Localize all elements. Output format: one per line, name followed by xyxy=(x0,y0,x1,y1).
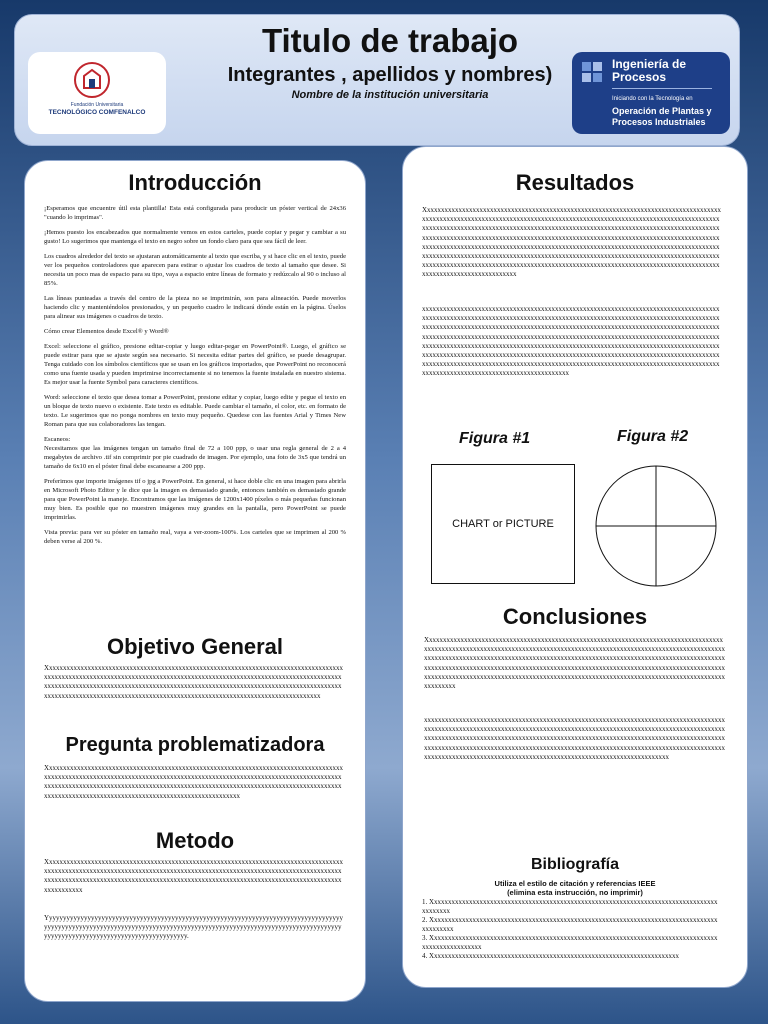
program-logo-right xyxy=(572,52,730,134)
bib-item: 4. Xxxxxxxxxxxxxxxxxxxxxxxxxxxxxxxxxxxxxxxxxxxxxxxxxxxxxxxxxxxxxxxxxxxxxxx xyxy=(422,952,680,960)
program-name-line2: Procesos Industriales xyxy=(612,117,706,127)
comfenalco-emblem-icon xyxy=(72,60,112,100)
figure-1-placeholder xyxy=(431,464,575,584)
intro-paragraph: Escaneos: Necesitamos que las imágenes tengan un tamaño final de 72 a 100 ppp, o usar una regla general de 2 a 4 megabytes de archivo .tif sin comprimir por pie cuadrado de imagen. Por ejemplo, una foto de 3x5 que tendrá un tamaño de 6x10 en el póster final debe escanearse a 200 ppp. xyxy=(44,436,346,470)
heading-metodo: Metodo xyxy=(155,828,235,853)
program-name xyxy=(612,106,712,128)
intro-paragraph: ¡Hemos puesto los encabezados que normalmente vemos en estos carteles, puede copiar y pegar y cambiar a su gusto! Lo sugerimos que mantenga el texto en negro sobre un fondo claro para que sea fácil de leer. xyxy=(44,229,346,245)
intro-paragraph: ¡Esperamos que encuentre útil esta plantilla! Esta está configurada para producir un póster vertical de 24x36 "cuando lo imprimas". xyxy=(44,205,346,221)
introduccion-body xyxy=(44,204,346,630)
bibliografia-instruction xyxy=(440,879,710,897)
bib-note-line2: (elimina esta instrucción, no imprimir) xyxy=(507,888,643,897)
bib-note-line1: Utiliza el estilo de citación y referencias IEEE xyxy=(494,879,656,888)
program-subtitle: Iniciando con la Tecnología en xyxy=(612,96,693,102)
intro-paragraph: Vista previa: para ver su póster en tamaño real, vaya a ver-zoom-100%. Los carteles que se imprimen al 200 % deben verse al 200 %. xyxy=(44,529,346,545)
intro-paragraph: Las líneas punteadas a través del centro de la pieza no se imprimirán, son para alineación. Puede moverlos haciendo clic y manteniéndolos presionados, y un pequeño cuadro le indicará dónde están en la página. Úselos para alinear sus imágenes o cuadros de texto. xyxy=(44,295,346,320)
heading-bibliografia: Bibliografía xyxy=(530,856,619,873)
intro-paragraph: Excel: seleccione el gráfico, presione editar-copiar y luego editar-pegar en PowerPoint®. Luego, el gráfico se puede estirar para que se ajuste según sea necesario. Si necesita editar partes del gráfico, se puede desagrupar. Tenga cuidado con los símbolos científicos que se usan en los gráficos importados, que PowerPoint no reconocerá como una fuente usada y pueden imprimirse incorrectamente si no tenemos la fuente instalada en nuestro sistema. Es mejor usar la fuente Symbol para caracteres científicos. xyxy=(44,343,346,386)
metodo-body-y: Yyyyyyyyyyyyyyyyyyyyyyyyyyyyyyyyyyyyyyyyyyyyyyyyyyyyyyyyyyyyyyyyyyyyyyyyyyyyyyyyyyyyyyyyyyyyyyyyyyyyyyyyyyyyyyyyyyyyyyyyyyyyyyyyyyyyyyyyyyyyyyyyyyyyyyyyyyyyyyyyyyyyyyyyyyyyyyyyyyyyyyyyyyyyyyyyyyyyyyyyyyyyyyyyyyy. xyxy=(44,914,344,941)
bib-item: 3. Xxxxxxxxxxxxxxxxxxxxxxxxxxxxxxxxxxxxxxxxxxxxxxxxxxxxxxxxxxxxxxxxxxxxxxxxxxxxxxxxxxxxxxxxxxxxxxxxxxx xyxy=(422,934,718,951)
metodo-body-x: Xxxxxxxxxxxxxxxxxxxxxxxxxxxxxxxxxxxxxxxxxxxxxxxxxxxxxxxxxxxxxxxxxxxxxxxxxxxxxxxxxxxxxxxxxxxxxxxxxxxxxxxxxxxxxxxxxxxxxxxxxxxxxxxxxxxxxxxxxxxxxxxxxxxxxxxxxxxxxxxxxxxxxxxxxxxxxxxxxxxxxxxxxxxxxxxxxxxxxxxxxxxxxxxxxxxxxxxxxxxxxxxxxxxxxxxxxxxxxxxxxxxxxxxxxxxxxxxxxxxxxxxxxx xyxy=(44,858,344,894)
logo-name: TECNOLÓGICO COMFENALCO xyxy=(48,109,146,116)
institution-logo-left xyxy=(28,52,166,134)
bib-item: 1. Xxxxxxxxxxxxxxxxxxxxxxxxxxxxxxxxxxxxxxxxxxxxxxxxxxxxxxxxxxxxxxxxxxxxxxxxxxxxxxxxxxxxxxxxxx xyxy=(422,898,718,915)
resultados-body-1: Xxxxxxxxxxxxxxxxxxxxxxxxxxxxxxxxxxxxxxxxxxxxxxxxxxxxxxxxxxxxxxxxxxxxxxxxxxxxxxxxxxxxxxxxxxxxxxxxxxxxxxxxxxxxxxxxxxxxxxxxxxxxxxxxxxxxxxxxxxxxxxxxxxxxxxxxxxxxxxxxxxxxxxxxxxxxxxxxxxxxxxxxxxxxxxxxxxxxxxxxxxxxxxxxxxxxxxxxxxxxxxxxxxxxxxxxxxxxxxxxxxxxxxxxxxxxxxxxxxxxxxxxxxxxxxxxxxxxxxxxxxxxxxxxxxxxxxxxxxxxxxxxxxxxxxxxxxxxxxxxxxxxxxxxxxxxxxxxxxxxxxxxxxxxxxxxxxxxxxxxxxxxxxxxxxxxxxxxxxxxxxxxxxxxxxxxxxxxxxxxxxxxxxxxxxxxxxxxxxxxxxxxxxxxxxxxxxxxxxxxxxxxxxxxxxxxxxxxxxxxxxxxxxxxxxxxxxxxxxxxxxxxxxxxxxxxxxxxxxxxxxxxxxxxxxxxxxxxxxxxxxxxxxxxxxxxxxxxxxxxxxxxxxxxxxxxxxxxxxxxxxxxxxxxxxxxxxxxxxxxxxxxxxxxxxxxxxxxxxxxxxxxxxxxxxxxxxxxxxxxxx xyxy=(422,206,722,279)
bib-item: 2. Xxxxxxxxxxxxxxxxxxxxxxxxxxxxxxxxxxxxxxxxxxxxxxxxxxxxxxxxxxxxxxxxxxxxxxxxxxxxxxxxxxxxxxxxxxx xyxy=(422,916,718,933)
conclusiones-body-2: xxxxxxxxxxxxxxxxxxxxxxxxxxxxxxxxxxxxxxxxxxxxxxxxxxxxxxxxxxxxxxxxxxxxxxxxxxxxxxxxxxxxxxxxxxxxxxxxxxxxxxxxxxxxxxxxxxxxxxxxxxxxxxxxxxxxxxxxxxxxxxxxxxxxxxxxxxxxxxxxxxxxxxxxxxxxxxxxxxxxxxxxxxxxxxxxxxxxxxxxxxxxxxxxxxxxxxxxxxxxxxxxxxxxxxxxxxxxxxxxxxxxxxxxxxxxxxxxxxxxxxxxxxxxxxxxxxxxxxxxxxxxxxxxxxxxxxxxxxxxxxxxxxxxxxxxxxxxxxxxxxxxxxxxxxxxxxxxxxxxxxxxxxxxxxxxxxxxxxxxxxxxxxxxxxxxxxxxxxxxxxxxxxxxxxxxxxxxxxxxxxxxxxxxxxxxxx xyxy=(424,716,725,761)
figure-1-label: Figura #1 xyxy=(459,430,531,447)
pregunta-body: Xxxxxxxxxxxxxxxxxxxxxxxxxxxxxxxxxxxxxxxxxxxxxxxxxxxxxxxxxxxxxxxxxxxxxxxxxxxxxxxxxxxxxxxxxxxxxxxxxxxxxxxxxxxxxxxxxxxxxxxxxxxxxxxxxxxxxxxxxxxxxxxxxxxxxxxxxxxxxxxxxxxxxxxxxxxxxxxxxxxxxxxxxxxxxxxxxxxxxxxxxxxxxxxxxxxxxxxxxxxxxxxxxxxxxxxxxxxxxxxxxxxxxxxxxxxxxxxxxxxxxxxxxxxxxxxxxxxxxxxxxxxxxxxxxxxxxxxxxxxxxxxxxxxxxxx xyxy=(44,764,344,800)
conclusiones-body-1: Xxxxxxxxxxxxxxxxxxxxxxxxxxxxxxxxxxxxxxxxxxxxxxxxxxxxxxxxxxxxxxxxxxxxxxxxxxxxxxxxxxxxxxxxxxxxxxxxxxxxxxxxxxxxxxxxxxxxxxxxxxxxxxxxxxxxxxxxxxxxxxxxxxxxxxxxxxxxxxxxxxxxxxxxxxxxxxxxxxxxxxxxxxxxxxxxxxxxxxxxxxxxxxxxxxxxxxxxxxxxxxxxxxxxxxxxxxxxxxxxxxxxxxxxxxxxxxxxxxxxxxxxxxxxxxxxxxxxxxxxxxxxxxxxxxxxxxxxxxxxxxxxxxxxxxxxxxxxxxxxxxxxxxxxxxxxxxxxxxxxxxxxxxxxxxxxxxxxxxxxxxxxxxxxxxxxxxxxxxxxxxxxxxxxxxxxxxxxxxxxxxxxxxxxxxxxxxxxxxxxxxxxxxxxxxxxxxxxxx xyxy=(424,636,725,691)
intro-paragraph: Los cuadros alrededor del texto se ajustaran automáticamente al texto que escriba, y si hace clic en el texto, puede ver los pequeños controladores que aparecen para estirar o ajustar los cuadros de texto al tamaño que desee. Si necesita un poco mas de espacio para su tipo, vaya a espacio entre líneas de formato y redúzcalo al 90 o incluso al 85%. xyxy=(44,253,346,287)
poster-title: Titulo de trabajo xyxy=(261,22,519,59)
heading-conclusiones: Conclusiones xyxy=(502,604,648,629)
figure-2-circle xyxy=(594,464,718,588)
institution-name: Nombre de la institución universitaria xyxy=(291,89,489,101)
program-title-line2: Procesos xyxy=(612,70,667,84)
resultados-body-2: xxxxxxxxxxxxxxxxxxxxxxxxxxxxxxxxxxxxxxxxxxxxxxxxxxxxxxxxxxxxxxxxxxxxxxxxxxxxxxxxxxxxxxxxxxxxxxxxxxxxxxxxxxxxxxxxxxxxxxxxxxxxxxxxxxxxxxxxxxxxxxxxxxxxxxxxxxxxxxxxxxxxxxxxxxxxxxxxxxxxxxxxxxxxxxxxxxxxxxxxxxxxxxxxxxxxxxxxxxxxxxxxxxxxxxxxxxxxxxxxxxxxxxxxxxxxxxxxxxxxxxxxxxxxxxxxxxxxxxxxxxxxxxxxxxxxxxxxxxxxxxxxxxxxxxxxxxxxxxxxxxxxxxxxxxxxxxxxxxxxxxxxxxxxxxxxxxxxxxxxxxxxxxxxxxxxxxxxxxxxxxxxxxxxxxxxxxxxxxxxxxxxxxxxxxxxxxxxxxxxxxxxxxxxxxxxxxxxxxxxxxxxxxxxxxxxxxxxxxxxxxxxxxxxxxxxxxxxxxxxxxxxxxxxxxxxxxxxxxxxxxxxxxxxxxxxxxxxxxxxxxxxxxxxxxxxxxxxxxxxxxxxxxxxxxxxxxxxxxxxxxxxxxxxxxxxxxxxxxxxxxxxxxxxxxxxxxxxxxxxxxxxxxxxxxxxxxxxxxxxxxxxxxxxxxxxxxxxx xyxy=(422,305,720,378)
bibliografia-list xyxy=(422,898,718,961)
poster-authors: Integrantes , apellidos y nombres) xyxy=(227,64,553,86)
program-title xyxy=(612,58,686,84)
program-name-line1: Operación de Plantas y xyxy=(612,106,712,116)
intro-paragraph: Word: seleccione el texto que desea tomar a PowerPoint, presione editar y copiar, luego edite y pegue el texto en un bloque de texto nuevo o existente. Este texto es editable. Puede cambiar el tamaño, el color, etc. en formato de texto. Le sugerimos que no ponga nombres en texto muy pequeño. Quedese con las fuentes Arial y Times New Roman para que sus colaboradores las tengan. xyxy=(44,394,346,428)
heading-objetivo-general: Objetivo General xyxy=(106,634,284,659)
program-divider xyxy=(612,88,712,89)
heading-introduccion: Introducción xyxy=(128,170,262,195)
chart-placeholder-text: CHART or PICTURE xyxy=(452,518,554,530)
program-title-line1: Ingeniería de xyxy=(612,57,687,71)
heading-resultados: Resultados xyxy=(515,170,635,195)
objetivo-body: Xxxxxxxxxxxxxxxxxxxxxxxxxxxxxxxxxxxxxxxxxxxxxxxxxxxxxxxxxxxxxxxxxxxxxxxxxxxxxxxxxxxxxxxxxxxxxxxxxxxxxxxxxxxxxxxxxxxxxxxxxxxxxxxxxxxxxxxxxxxxxxxxxxxxxxxxxxxxxxxxxxxxxxxxxxxxxxxxxxxxxxxxxxxxxxxxxxxxxxxxxxxxxxxxxxxxxxxxxxxxxxxxxxxxxxxxxxxxxxxxxxxxxxxxxxxxxxxxxxxxxxxxxxxxxxxxxxxxxxxxxxxxxxxxxxxxxxxxxxxxxxxxxxxxxxxxxxxxxxxxxxxxxxxxxxxxxx xyxy=(44,664,344,700)
intro-paragraph: Preferimos que importe imágenes tif o jpg a PowerPoint. En general, si hace doble clic en una imagen para abrirla en Microsoft Photo Editor y le dice que la imagen es demasiado grande, entonces también es demasiado grande para que PowerPoint la maneje. Encontramos que las imágenes de 1200x1400 píxeles o más pequeñas funcionan muy bien. Es posible que no muestren imágenes muy grandes en la pantalla, pero PowerPoint se puede imprimirlas. xyxy=(44,478,346,521)
figure-2-label: Figura #2 xyxy=(617,428,689,445)
program-mark-icon xyxy=(580,60,604,84)
heading-pregunta-problematizadora: Pregunta problematizadora xyxy=(65,734,325,756)
logo-small-text: Fundación Universitaria xyxy=(70,102,124,108)
intro-paragraph: Cómo crear Elementos desde Excel® y Word® xyxy=(44,328,169,335)
